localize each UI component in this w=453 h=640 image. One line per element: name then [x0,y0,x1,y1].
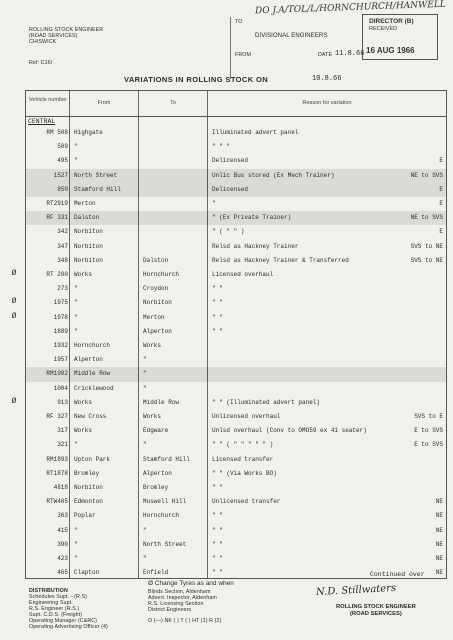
vehicle-number: RT 200 [46,271,68,278]
to-cell: North Street [143,540,187,548]
table-row [11,311,446,325]
from-cell: " [74,540,78,548]
to-cell: " [143,370,147,378]
from-cell: " [74,299,78,307]
from-cell: Merton [74,200,96,207]
table-row [26,211,446,225]
table-row [26,140,446,154]
row-mark: Ø [11,311,17,321]
reason-cell: Unlicensed overhaul [212,413,281,420]
row-mark: Ø [11,297,17,307]
from-cell: Works [74,427,93,435]
from-cell: " [74,157,78,165]
code-cell: SVS to NE [410,256,443,264]
reason-cell: " " (Via Works BO) [212,469,277,477]
reason-cell: Licensed overhaul [212,271,274,278]
vehicle-number: 321 [57,441,68,449]
signature: N.D. Stillwaters [315,582,397,599]
header-divider [230,17,231,79]
distribution-title: DISTRIBUTION [29,588,68,594]
vehicle-number: RF 331 [46,214,68,222]
vehicle-number: 342 [57,228,68,236]
table-row [26,225,446,239]
table-row [26,467,446,481]
code-cell: NE [435,498,443,506]
distribution-line: Blinds Section, Aldenham [148,589,211,595]
to-cell: Middle Row [143,398,180,406]
vehicle-number: RF 327 [46,413,68,420]
vehicle-number: RM1893 [46,455,68,463]
table-row [26,126,446,140]
code-cell: NE [435,555,443,562]
from-cell: Upton Park [74,455,111,463]
reason-cell: " " ( " " " " " ) [212,441,274,449]
code-cell: E [439,157,443,165]
distribution-line: District Engineers [148,607,192,613]
code-cell: SVS to E [414,413,443,420]
stamp-line-2: RECEIVED [369,26,398,32]
from-cell: Norbiton [74,228,103,236]
reason-cell: Unlsd overhaul (Conv to OMO59 ex 41 seater) [212,427,367,435]
from-cell: " [74,555,78,562]
vehicle-number: 1957 [53,356,68,364]
row-mark: Ø [11,396,17,406]
to-cell: " [143,526,147,534]
table-row [11,268,446,282]
reason-cell: Licensed transfer [212,455,274,463]
signature-org-2: (ROAD SERVICES) [350,611,402,617]
document-title: VARIATIONS IN ROLLING STOCK ON [124,75,269,84]
table-row [26,183,446,197]
code-cell: E [439,228,443,236]
table-row [26,481,446,495]
to-cell: Alperton [143,469,172,477]
reason-cell: Unlic Bus stored (Ex Mech Trainer) [212,171,335,179]
reason-cell: " " (Illuminated advert panel) [212,398,321,406]
vehicle-number: RT1878 [46,469,68,477]
distribution-line: O (—) NK ( ) T ( ) HT (1) R (2) [148,618,222,624]
distribution-line: Advert. Inspector, Aldenham [148,595,217,601]
code-cell: NE [435,540,443,548]
vehicle-number: RM 508 [46,129,68,136]
reason-cell: " " [212,285,223,293]
to-cell: " [143,555,147,562]
to-value: DIVISIONAL ENGINEERS [255,33,328,39]
from-cell: " [74,313,78,321]
reason-cell: Relsd as Hackney Trainer & Transferred [212,256,349,264]
from-cell: Highgate [74,129,103,136]
date-label: DATE [318,52,333,58]
reason-cell: " " [212,540,223,548]
to-cell: Stamford Hill [143,455,190,463]
reason-cell: Unlicensed transfer [212,498,281,506]
vehicle-number: 1975 [53,299,68,307]
to-cell: " [143,384,147,392]
table-row [26,424,446,438]
from-cell: Cricklewood [74,384,114,392]
code-cell: E [439,200,443,207]
from-cell: New Cross [74,413,107,420]
reason-cell: " " [212,555,223,562]
header-from: From [97,100,111,106]
code-cell: NE to SVS [410,214,443,222]
section-label: CENTRAL [28,118,56,125]
from-cell: Alperton [74,356,103,364]
code-cell: NE [435,569,443,577]
reason-cell: " [212,200,216,207]
code-cell: NE to SVS [410,171,443,179]
table-row [26,382,446,396]
table-row [26,254,446,268]
table-row [26,367,446,381]
vehicle-number: 348 [57,256,68,264]
to-cell: Hornchurch [143,512,180,520]
table-row [26,410,446,424]
code-cell: E to SVS [414,427,443,435]
vehicle-number: RT2919 [46,200,68,207]
reason-cell: " (Ex Private Trainer) [212,214,292,222]
table-row [26,325,446,339]
table-row [26,453,446,467]
table-row [26,552,446,566]
vehicle-number: 347 [57,242,68,250]
header-to: To [170,100,176,106]
code-cell: E to SVS [414,441,443,449]
table-row [26,339,446,353]
to-cell: Bromley [143,484,169,491]
code-cell: NE [435,526,443,534]
from-cell: Middle Row [74,370,111,378]
vehicle-number: 423 [57,555,68,562]
vehicle-number: 317 [57,427,68,435]
from-cell: " [74,285,78,293]
from-cell: Dalston [74,214,100,222]
received-stamp [362,14,438,60]
from-cell: Poplar [74,512,96,520]
from-cell: Works [74,398,93,406]
vehicle-number: 1527 [53,171,68,179]
to-cell: Works [143,342,162,349]
from-cell: Works [74,271,93,278]
table-row [11,396,446,410]
from-cell: " [74,441,78,449]
to-cell: Enfield [143,569,169,577]
table-row [11,296,446,310]
table-row [26,169,446,183]
org-line-2: (ROAD SERVICES) [29,33,78,39]
stamp-line-1: DIRECTOR (B) [369,18,414,25]
continued-note: Continued over [370,571,425,578]
table-row [26,509,446,523]
vehicle-number: 1978 [53,313,68,321]
vehicle-number: RM1902 [46,370,68,378]
reason-cell: " " [212,327,223,335]
org-line-1: ROLLING STOCK ENGINEER [29,27,104,33]
to-cell: Works [143,413,162,420]
reference: Ref: C16/ [29,60,53,66]
to-cell: " [143,356,147,364]
distribution-line: Schedules Supt. - (R.S) [29,594,87,600]
to-cell: Muswell Hill [143,498,187,506]
to-label: TO [235,19,243,25]
table-row [26,495,446,509]
vehicle-number: 390 [57,540,68,548]
to-cell: Edgware [143,427,169,435]
stamp-date: 16 AUG 1966 [366,46,415,55]
reason-cell: Illuminated advert panel [212,129,299,136]
reason-cell: " ( " " ) [212,228,245,236]
signature-org-1: ROLLING STOCK ENGINEER [336,604,416,610]
vehicle-number: 1932 [53,342,68,349]
distribution-line: R.S. Licensing Section [148,601,204,607]
table-row [26,282,446,296]
to-cell: " [143,441,147,449]
from-cell: " [74,526,78,534]
table-row [26,197,446,211]
handwritten-addressee: DO J.A/TOL/L/HORNCHURCH/HANWELL [254,0,447,17]
code-cell: SVS to NE [410,242,443,250]
code-cell: E [439,185,443,193]
table-row [26,154,446,168]
from-cell: Norbiton [74,242,103,250]
vehicle-number: 363 [57,512,68,520]
vehicle-number: 913 [57,398,68,406]
from-cell: Bromley [74,469,100,477]
from-cell: Clapton [74,569,100,577]
table-row [26,438,446,452]
distribution-line: Operating Advertising Officer (4) [29,624,108,630]
from-cell: Hornchurch [74,342,111,349]
to-cell: Norbiton [143,299,172,307]
reason-cell: Delicensed [212,157,249,165]
vehicle-number: 4818 [53,484,68,491]
to-cell: Alperton [143,327,172,335]
header-reason: Reason for variation [302,100,352,106]
table-row [26,538,446,552]
distribution-line: R.S. Engineer (R.S.) [29,606,80,612]
vehicle-number: 273 [57,285,68,293]
vehicle-number: 465 [57,569,68,577]
org-line-3: CHISWICK [29,39,57,45]
from-cell: " [74,327,78,335]
variations-table [11,90,447,579]
table-header [26,91,446,117]
distribution-line: Supt. C.D.S. (Freight) [29,612,83,618]
vehicle-number: 850 [57,185,68,193]
from-cell: Edmonton [74,498,103,506]
to-cell: Croydon [143,285,169,293]
distribution-line: Engineering Supt. [29,600,73,606]
document-title-date: 10.8.66 [312,75,342,83]
vehicle-number: 415 [57,526,68,534]
to-cell: Dalston [143,256,169,264]
from-cell: Norbiton [74,484,103,491]
vehicle-number: 509 [57,143,68,151]
reason-cell: Relsd as Hackney Trainer [212,242,299,250]
change-tyres-note: Ø Change Tyres as and when [148,580,234,587]
reason-cell: " " [212,484,223,491]
from-cell: " [74,143,78,151]
from-cell: North Street [74,171,118,179]
from-cell: Norbiton [74,256,103,264]
vehicle-number: 495 [57,157,68,165]
reason-cell: " " [212,299,223,307]
reason-cell: " " [212,526,223,534]
reason-cell: " " [212,512,223,520]
code-cell: NE [435,512,443,520]
from-cell: Stamford Hill [74,185,121,193]
row-mark: Ø [11,269,17,278]
to-cell: Merton [143,313,165,321]
distribution-line: Operating Manager (C&RC) [29,618,98,624]
header-vehicle-number: Vehicle number [29,97,67,103]
reason-cell: Delicensed [212,185,249,193]
table-row [26,353,446,367]
reason-cell: " " " [212,143,231,151]
table-row [26,240,446,254]
vehicle-number: 1004 [53,384,68,392]
from-label: FROM [235,52,251,58]
date-value: 11.8.66 [335,50,365,58]
reason-cell: " " [212,313,223,321]
to-cell: Hornchurch [143,271,180,278]
vehicle-number: 1889 [53,327,68,335]
table-row [26,524,446,538]
vehicle-number: RTW485 [46,498,68,506]
reason-cell: " " [212,569,223,577]
